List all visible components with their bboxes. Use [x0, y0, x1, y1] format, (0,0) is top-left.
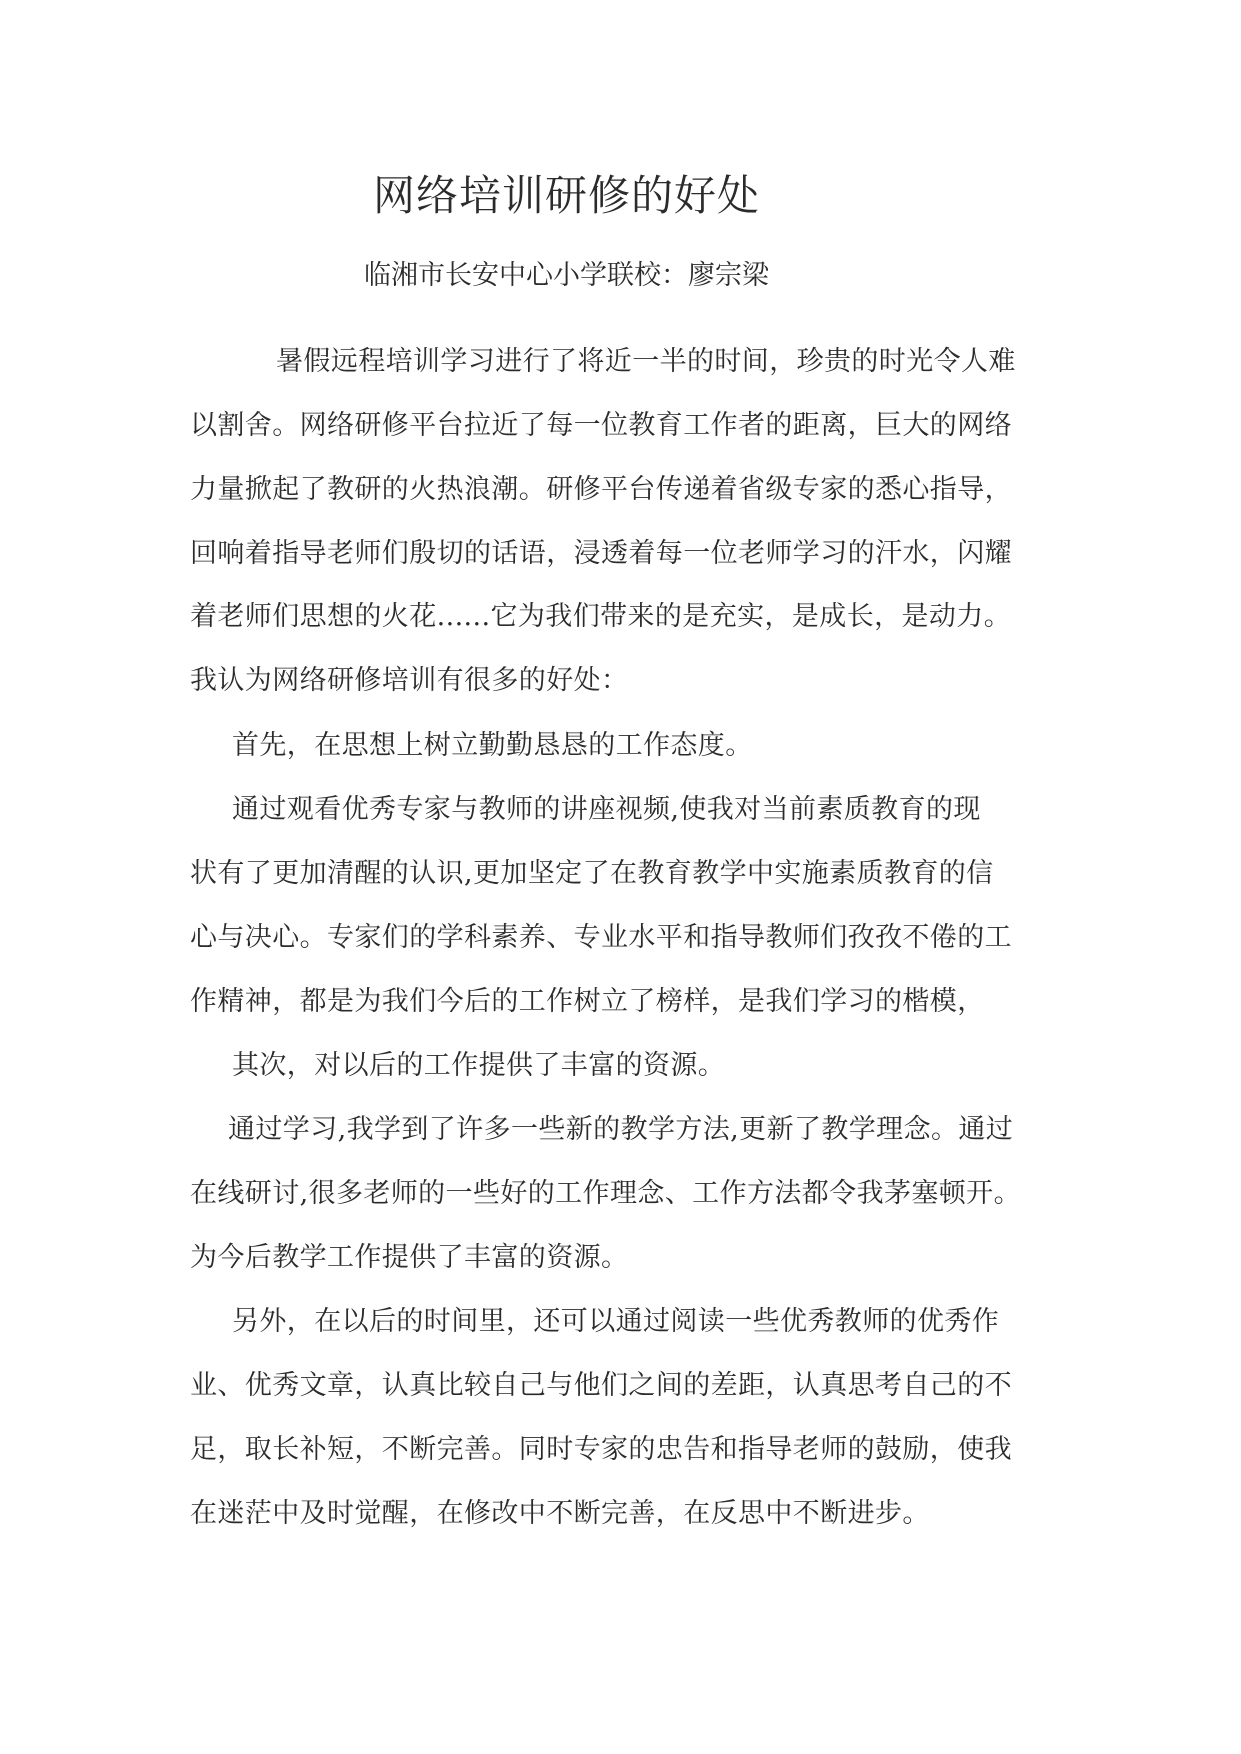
- body-line: 心与决心。专家们的学科素养、专业水平和指导教师们孜孜不倦的工: [190, 922, 1012, 953]
- body-line: 在线研讨,很多老师的一些好的工作理念、工作方法都令我茅塞顿开。: [190, 1178, 1021, 1209]
- body-line: 通过观看优秀专家与教师的讲座视频,使我对当前素质教育的现: [232, 794, 981, 825]
- section-heading: 首先，在思想上树立勤勤恳恳的工作态度。: [232, 730, 753, 761]
- body-line: 以割舍。网络研修平台拉近了每一位教育工作者的距离，巨大的网络: [190, 410, 1012, 441]
- section-heading: 其次，对以后的工作提供了丰富的资源。: [232, 1050, 726, 1081]
- body-line: 另外，在以后的时间里，还可以通过阅读一些优秀教师的优秀作: [232, 1306, 1000, 1337]
- body-line: 在迷茫中及时觉醒，在修改中不断完善，在反思中不断进步。: [190, 1498, 930, 1529]
- body-line: 作精神，都是为我们今后的工作树立了榜样，是我们学习的楷模，: [190, 986, 985, 1017]
- body-line: 状有了更加清醒的认识,更加坚定了在教育教学中实施素质教育的信: [190, 858, 994, 889]
- body-line: 为今后教学工作提供了丰富的资源。: [190, 1242, 629, 1273]
- body-line: 力量掀起了教研的火热浪潮。研修平台传递着省级专家的悉心指导，: [190, 474, 1012, 505]
- body-line: 我认为网络研修培训有很多的好处：: [190, 665, 629, 696]
- body-line: 着老师们思想的火花......它为我们带来的是充实，是成长，是动力。: [190, 601, 1012, 632]
- document-author: 临湘市长安中心小学联校：廖宗梁: [364, 260, 769, 291]
- body-line: 业、优秀文章，认真比较自己与他们之间的差距，认真思考自己的不: [190, 1370, 1012, 1401]
- body-line: 暑假远程培训学习进行了将近一半的时间，珍贵的时光令人难: [276, 346, 1016, 377]
- document-title: 网络培训研修的好处: [373, 171, 761, 220]
- body-line: 足，取长补短，不断完善。同时专家的忠告和指导老师的鼓励，使我: [190, 1434, 1012, 1465]
- body-line: 回响着指导老师们殷切的话语，浸透着每一位老师学习的汗水，闪耀: [190, 538, 1012, 569]
- body-line: 通过学习,我学到了许多一些新的教学方法,更新了教学理念。通过: [228, 1114, 1014, 1145]
